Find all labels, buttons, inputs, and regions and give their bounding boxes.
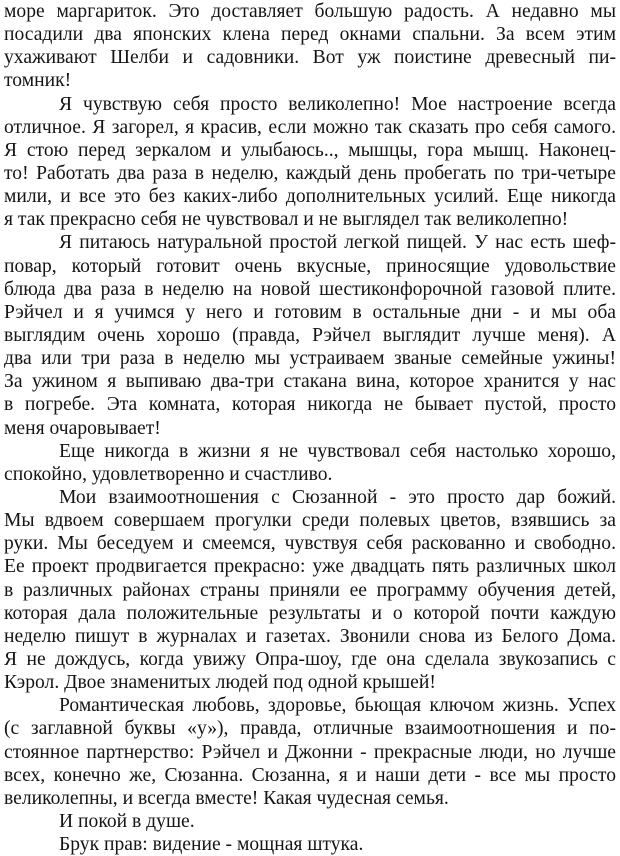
text-line: За ужином я выпиваю два-три стакана вина, которое хранится у нас [4, 371, 616, 393]
text-line: томник! [4, 70, 72, 92]
page-text [4, 0, 616, 856]
text-line: Романтическая любовь, здоровье, бьющая ключом жизнь. Успех [59, 695, 616, 717]
text-line: Мои взаимоотношения с Сюзанной - это просто дар божий. [59, 486, 616, 508]
text-line: Я стою перед зеркалом и улыбаюсь.., мышцы, гора мышц. Наконец- [4, 139, 616, 161]
text-line: в погребе. Эта комната, которая никогда не бывает пустой, просто [4, 394, 616, 416]
text-line: я так прекрасно себя не чувствовал и не выглядел так великолепно! [4, 209, 569, 231]
text-line: которая дала положительные результаты и о которой почти каждую [4, 602, 616, 624]
text-line: великолепны, и всегда вместе! Какая чудесная семья. [4, 787, 449, 809]
text-line: посадили два японских клена перед окнами спальни. За всем этим [4, 24, 616, 46]
text-line: отличное. Я загорел, я красив, если можно так сказать про себя самого. [4, 116, 616, 138]
text-line: меня очаровывает! [4, 417, 161, 439]
text-line: то! Работать два раза в неделю, каждый день пробегать по три-четыре [4, 162, 616, 184]
text-line: И покой в душе. [59, 810, 195, 832]
text-line: Ее проект продвигается прекрасно: уже двадцать пять различных школ [4, 556, 616, 578]
text-line: стоянное партнерство: Рэйчел и Джонни - прекрасные люди, но лучше [4, 741, 616, 763]
text-line: блюда два раза в неделю на новой шестиконфорочной газовой плите. [4, 278, 616, 300]
text-line: повар, который готовит очень вкусные, приносящие удовольствие [4, 255, 616, 277]
text-line: Рэйчел и я учимся у него и готовим в остальные дни - и мы оба [4, 301, 616, 323]
text-line: всех, конечно же, Сюзанна. Сюзанна, я и наши дети - все мы просто [4, 764, 616, 786]
text-line: Я чувствую себя просто великолепно! Мое настроение всегда [59, 93, 616, 115]
text-line: мили, и все это без каких-либо дополнительных усилий. Еще никогда [4, 186, 616, 208]
text-line: ухаживают Шелби и садовники. Вот уж поистине древесный пи- [4, 47, 616, 69]
text-line: Еще никогда в жизни я не чувствовал себя настолько хорошо, [59, 440, 616, 462]
text-line: Я питаюсь натуральной простой легкой пищей. У нас есть шеф- [59, 232, 616, 254]
text-line: Кэрол. Двое знаменитых людей под одной крышей! [4, 672, 436, 694]
text-line: Мы вдвоем совершаем прогулки среди полевых цветов, взявшись за [4, 510, 616, 532]
text-line: спокойно, удовлетворенно и счастливо. [4, 463, 333, 485]
text-line: Брук прав: видение - мощная штука. [59, 834, 364, 856]
text-line: руки. Мы беседуем и смеемся, чувствуя себя раскованно и свободно. [4, 533, 616, 555]
text-line: неделю пишут в журналах и газетах. Звонили снова из Белого Дома. [4, 625, 616, 647]
text-line: два или три раза в неделю мы устраиваем званые семейные ужины! [4, 348, 616, 370]
text-line: (с заглавной буквы «у»), правда, отличные взаимоотношения и по- [4, 718, 616, 740]
text-line: море маргариток. Это доставляет большую радость. А недавно мы [4, 1, 616, 22]
text-line: выглядим очень хорошо (правда, Рэйчел выглядит лучше меня). А [4, 324, 616, 346]
text-line: Я не дождусь, когда увижу Опра-шоу, где она сделала звукозапись с [4, 648, 616, 670]
text-line: в различных районах страны приняли ее программу обучения детей, [4, 579, 616, 601]
